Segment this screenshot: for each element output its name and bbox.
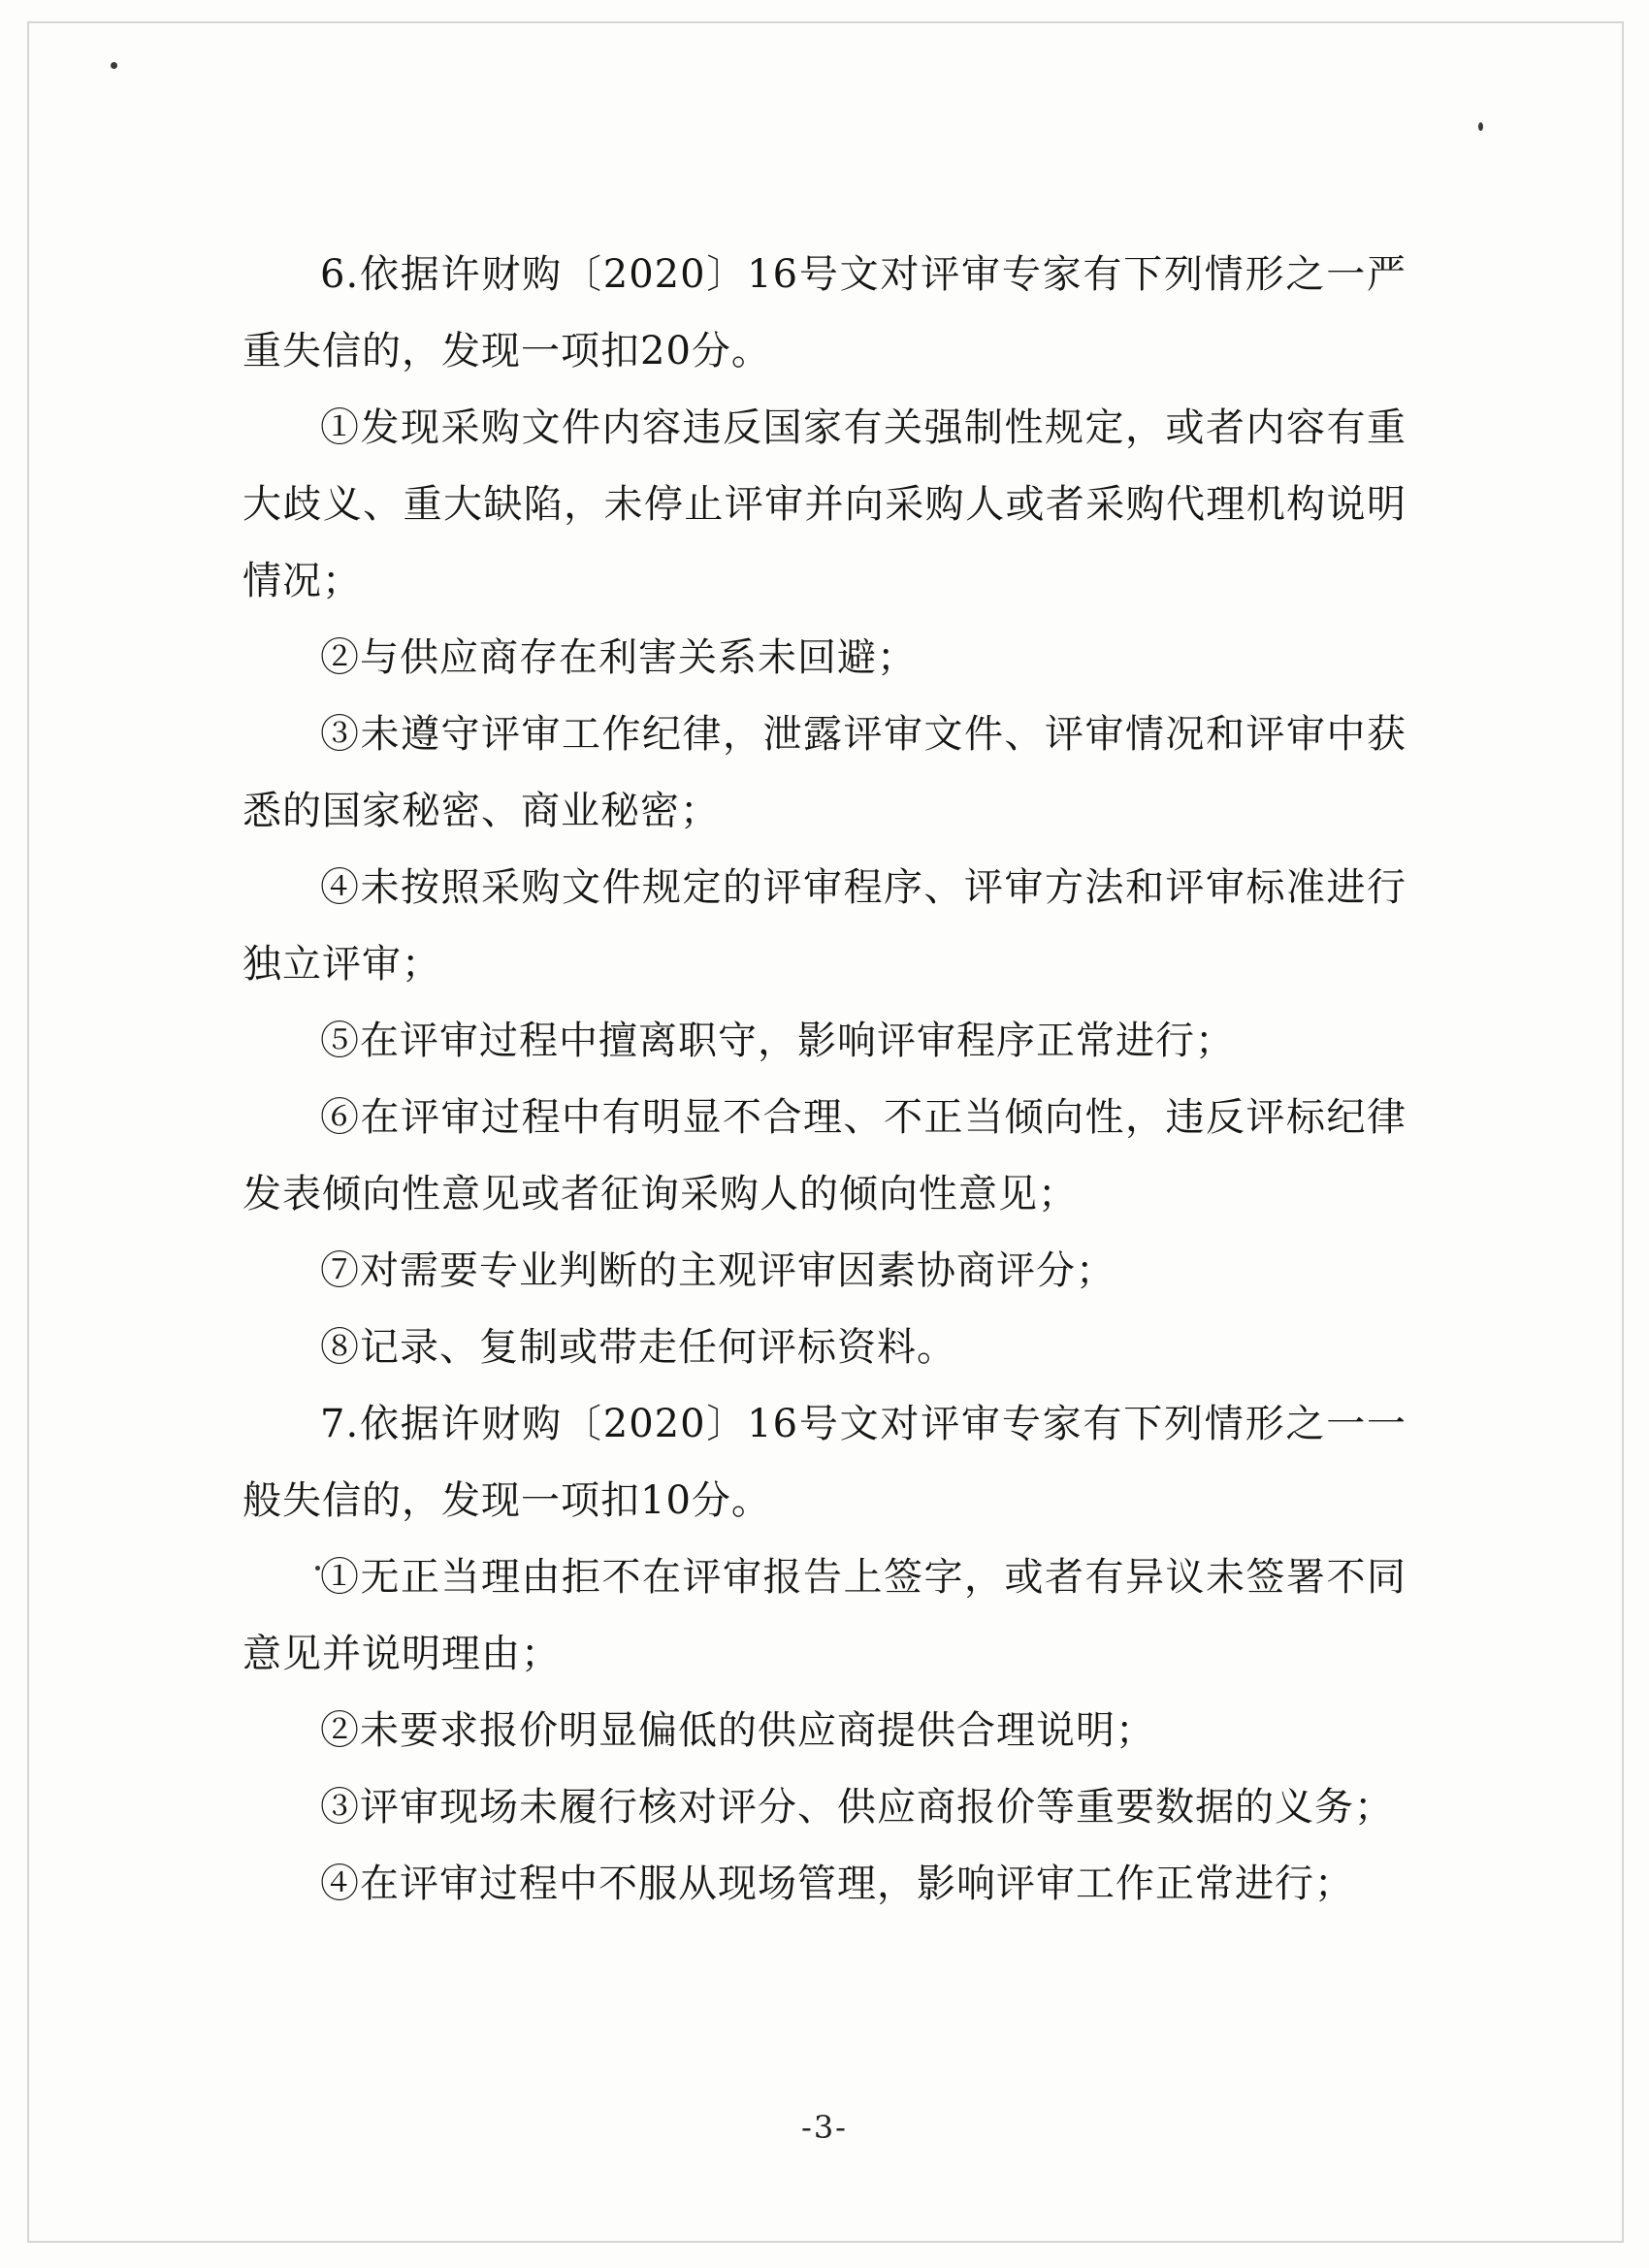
document-body [242,237,1406,1923]
section-6-item-3: ③未遵守评审工作纪律，泄露评审文件、评审情况和评审中获悉的国家秘密、商业秘密； [242,712,1406,833]
scan-speck [1478,122,1483,131]
section-7-item-1: ①无正当理由拒不在评审报告上签字，或者有异议未签署不同意见并说明理由； [242,1555,1406,1676]
section-6-item-8: ⑧记录、复制或带走任何评标资料。 [320,1325,956,1370]
page-number: -3- [801,2109,848,2146]
section-6-item-5: ⑤在评审过程中擅离职守，影响评审程序正常进行； [320,1019,1235,1063]
scan-speck [111,62,117,69]
section-6-item-4: ④未按照采购文件规定的评审程序、评审方法和评审标准进行独立评审； [242,865,1406,987]
section-7-item-4: ④在评审过程中不服从现场管理，影响评审工作正常进行； [320,1862,1354,1906]
section-6-item-2: ②与供应商存在利害关系未回避； [320,635,917,680]
section-6-item-1: ①发现采购文件内容违反国家有关强制性规定，或者内容有重大歧义、重大缺陷，未停止评审并向采购人或者采购代理机构说明情况； [242,405,1406,603]
section-6-heading: 6.依据许财购〔2020〕16号文对评审专家有下列情形之一严重失信的，发现一项扣20分。 [242,252,1406,373]
section-7-item-2: ②未要求报价明显偏低的供应商提供合理说明； [320,1708,1155,1753]
section-6-item-7: ⑦对需要专业判断的主观评审因素协商评分； [320,1248,1116,1293]
section-7-heading: 7.依据许财购〔2020〕16号文对评审专家有下列情形之一一般失信的，发现一项扣10分。 [242,1402,1406,1523]
section-7-item-3: ③评审现场未履行核对评分、供应商报价等重要数据的义务； [320,1785,1394,1830]
section-6-item-6: ⑥在评审过程中有明显不合理、不正当倾向性，违反评标纪律发表倾向性意见或者征询采购人的倾向性意见； [242,1095,1406,1216]
